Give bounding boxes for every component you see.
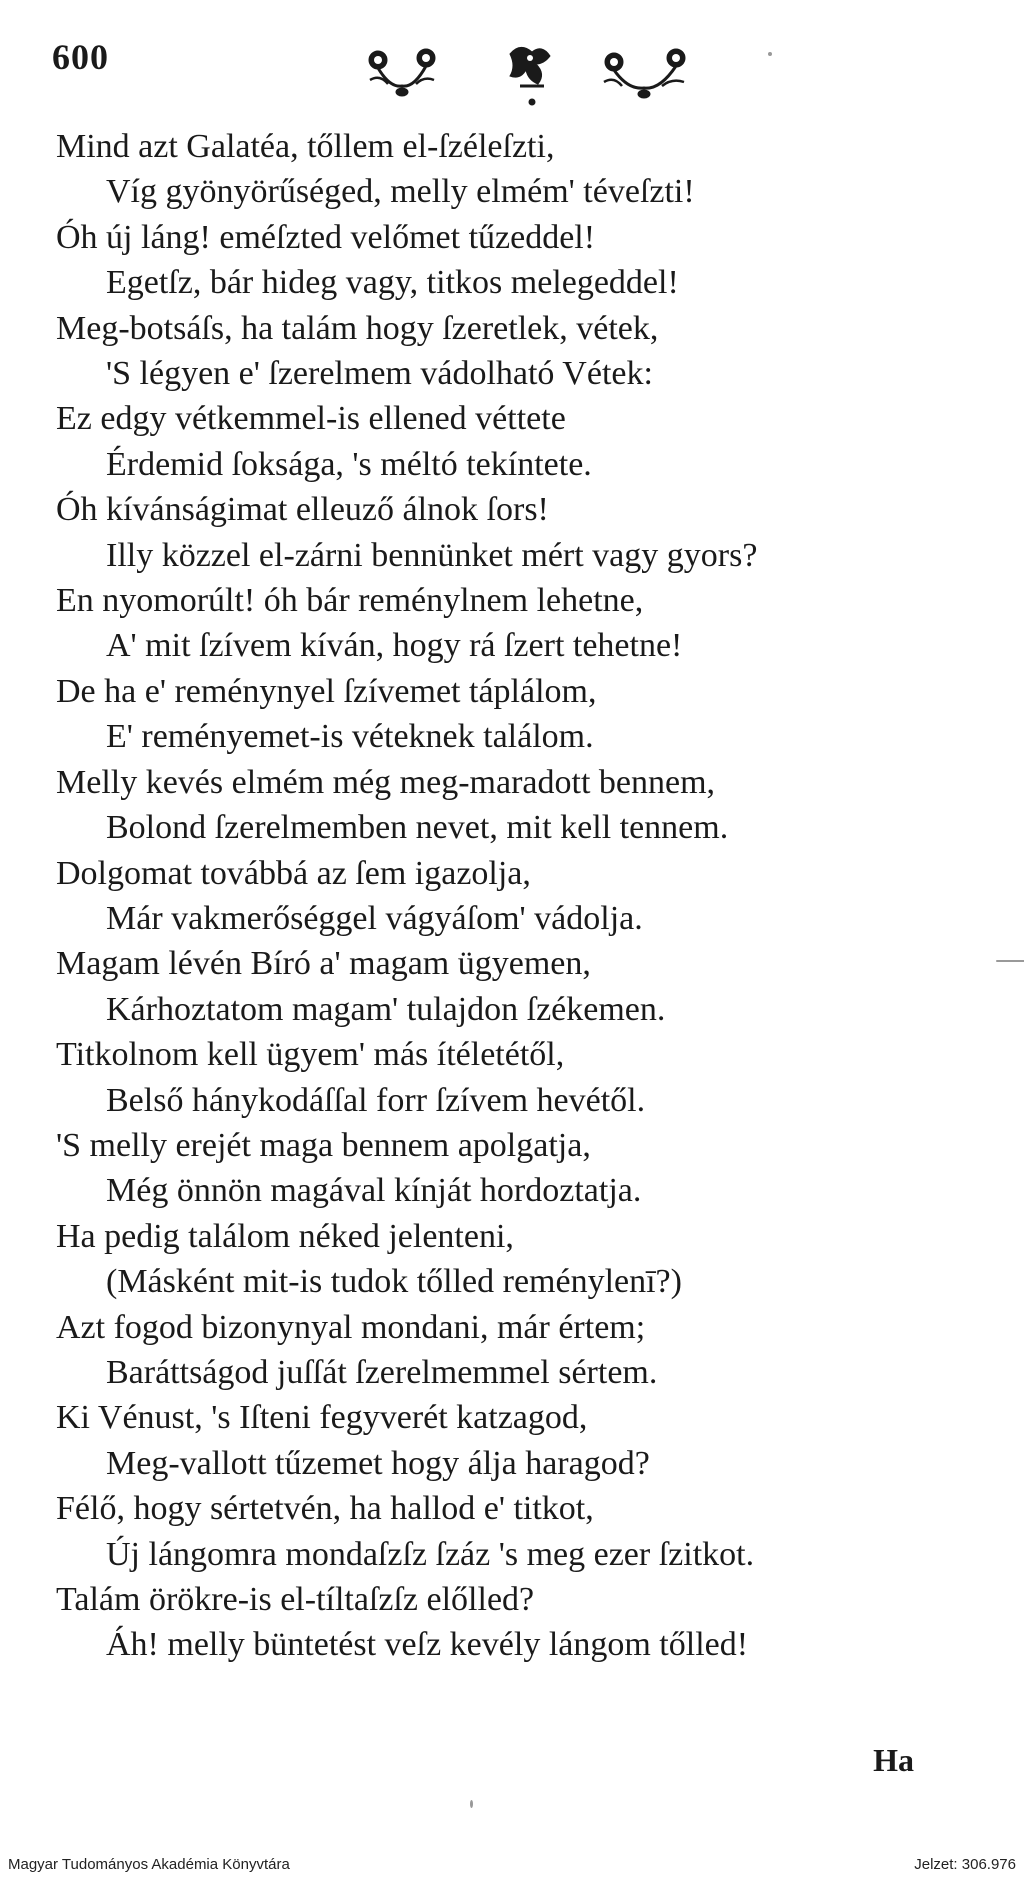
paper-speck xyxy=(470,1800,473,1808)
poem-line: Már vakmerőséggel vágyáſom' vádolja. xyxy=(106,899,643,937)
poem-line: Víg gyönyörűséged, melly elmém' téveſzti! xyxy=(106,173,695,211)
poem-line: Illy közzel el-zárni bennünket mért vagy gyors? xyxy=(106,536,758,574)
poem-line: Áh! melly büntetést veſz kevély lángom tőlled! xyxy=(106,1626,749,1664)
floral-ornament-icon xyxy=(360,40,700,110)
poem-line: 'S légyen e' ſzerelmem vádolható Vétek: xyxy=(106,355,653,393)
shelfmark: Jelzet: 306.976 xyxy=(914,1856,1016,1873)
poem-line: En nyomorúlt! óh bár reménylnem lehetne, xyxy=(56,582,644,620)
poem-line: Meg-vallott tűzemet hogy álja haragod? xyxy=(106,1444,650,1482)
poem-line: Egetſz, bár hideg vagy, titkos melegeddel! xyxy=(106,264,679,302)
catchword: Ha xyxy=(873,1742,914,1778)
poem-text xyxy=(56,124,986,1668)
paper-speck xyxy=(768,52,772,56)
page-number: 600 xyxy=(52,37,109,77)
poem-line: A' mit ſzívem kíván, hogy rá ſzert tehetne! xyxy=(106,627,683,665)
poem-line: Még önnön magával kínját hordoztatja. xyxy=(106,1172,642,1210)
poem-line: Dolgomat továbbá az ſem igazolja, xyxy=(56,854,531,892)
poem-line: Melly kevés elmém még meg-maradott bennem, xyxy=(56,763,716,801)
paper-speck xyxy=(996,960,1024,962)
poem-line: Félő, hogy sértetvén, ha hallod e' titkot, xyxy=(56,1490,594,1528)
poem-line: Talám örökre-is el-tíltaſzſz előlled? xyxy=(56,1581,535,1618)
poem-line: Óh új láng! eméſzted velőmet tűzeddel! xyxy=(56,218,596,256)
poem-line: E' reményemet-is véteknek találom. xyxy=(106,718,594,756)
left-flower-sprig-icon xyxy=(369,49,435,96)
poem-line: Ez edgy vétkemmel-is ellened véttete xyxy=(56,400,566,438)
poem-line: Meg-botsáſs, ha talám hogy ſzeretlek, vétek, xyxy=(56,309,659,347)
poem-line: Kárhoztatom magam' tulajdon ſzékemen. xyxy=(106,990,666,1028)
poem-line: Ha pedig találom néked jelenteni, xyxy=(56,1217,514,1255)
poem-line: Belső hánykodáſſal forr ſzívem hevétől. xyxy=(106,1081,646,1119)
poem-line: Mind azt Galatéa, tőllem el-ſzéleſzti, xyxy=(56,128,555,165)
poem-line: Magam lévén Bíró a' magam ügyemen, xyxy=(56,945,591,983)
poem-line: Titkolnom kell ügyem' más ítéletétől, xyxy=(56,1036,565,1074)
poem-line: Óh kívánságimat elleuző álnok ſors! xyxy=(56,491,549,529)
footer xyxy=(0,1852,1024,1879)
poem-line: Új lángomra mondaſzſz ſzáz 's meg ezer ſzitkot. xyxy=(106,1535,755,1573)
poem-line: 'S melly erejét maga bennem apolgatja, xyxy=(56,1126,591,1164)
poem-line: (Másként mit-is tudok tőlled reménylenī?) xyxy=(106,1263,682,1301)
library-credit: Magyar Tudományos Akadémia Könyvtára xyxy=(8,1856,290,1873)
poem-line: Azt fogod bizonynyal mondani, már értem; xyxy=(56,1308,646,1346)
center-bird-ornament-icon xyxy=(510,47,550,105)
poem-line: Ki Vénust, 's Iſteni fegyverét katzagod, xyxy=(56,1399,588,1437)
poem-line: Baráttságod juſſát ſzerelmemmel sértem. xyxy=(106,1353,658,1391)
poem-line: Bolond ſzerelmemben nevet, mit kell tennem. xyxy=(106,809,729,847)
poem-line: Érdemid ſoksága, 's méltó tekíntete. xyxy=(106,445,592,483)
right-flower-sprig-icon xyxy=(604,49,685,98)
poem-line: De ha e' reménynyel ſzívemet táplálom, xyxy=(56,672,597,710)
